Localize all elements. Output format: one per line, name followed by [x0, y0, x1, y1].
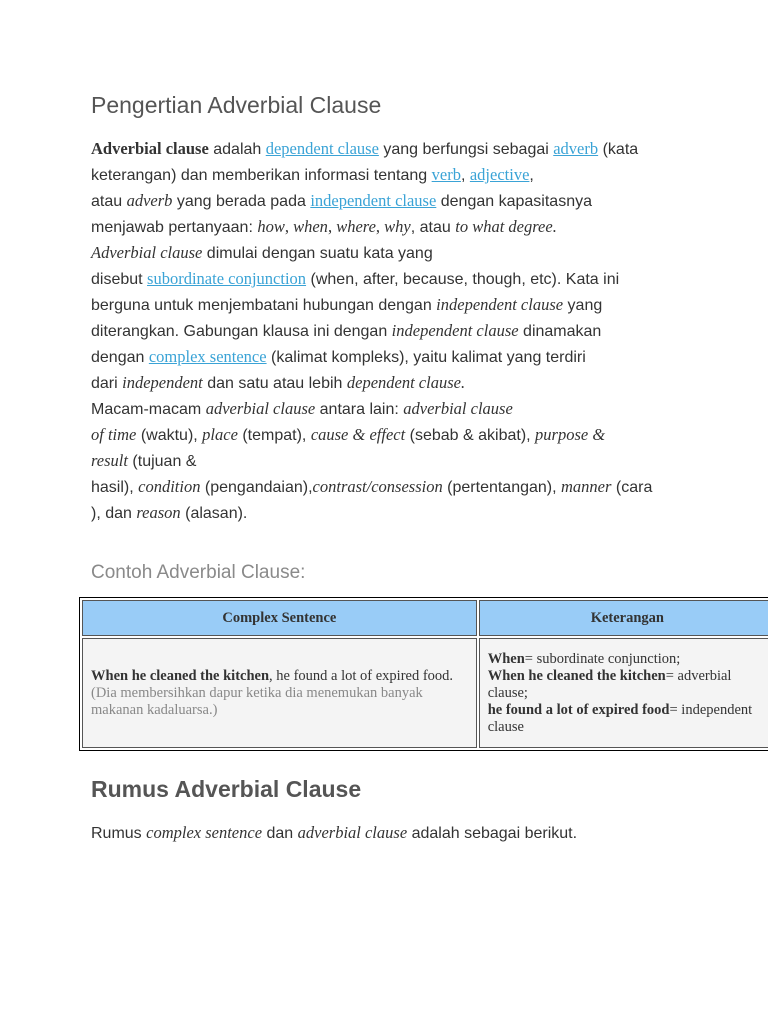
- para-line-1: Adverbial clause adalah dependent clause yang berfungsi sebagai adverb (kata: [91, 139, 639, 158]
- link-subordinate-conjunction[interactable]: subordinate conjunction: [147, 269, 307, 288]
- para-line-4: menjawab pertanyaan: how, when, where, why, atau to what degree.: [91, 217, 557, 236]
- section-title-rumus: Rumus Adverbial Clause: [91, 776, 362, 802]
- para-line-7: berguna untuk menjembatani hubungan dengan independent clause yang: [91, 295, 603, 314]
- para-line-9: dengan complex sentence (kalimat kompleks), yaitu kalimat yang terdiri: [91, 347, 586, 366]
- table-cell-sentence: When he cleaned the kitchen, he found a lot of expired food. (Dia membersihkan dapur ketika dia menemukan banyak makanan kadaluarsa.): [82, 638, 477, 748]
- table-cell-keterangan: When= subordinate conjunction; When he cleaned the kitchen= adverbial clause; he found a lot of expired food= independent clause: [479, 638, 768, 748]
- link-complex-sentence[interactable]: complex sentence: [148, 347, 267, 366]
- para-line-11: Macam-macam adverbial clause antara lain: adverbial clause: [91, 399, 513, 418]
- link-adjective[interactable]: adjective: [469, 165, 530, 184]
- para-line-10: dari independent dan satu atau lebih dependent clause.: [91, 373, 466, 392]
- para-line-8: diterangkan. Gabungan klausa ini dengan independent clause dinamakan: [91, 321, 602, 340]
- link-verb[interactable]: verb: [431, 165, 461, 184]
- section-subheading: Contoh Adverbial Clause:: [91, 562, 306, 583]
- table-header-complex-sentence: Complex Sentence: [82, 600, 477, 636]
- para-line-2: keterangan) dan memberikan informasi tentang verb, adjective,: [91, 165, 534, 184]
- link-dependent-clause[interactable]: dependent clause: [265, 139, 379, 158]
- link-adverb[interactable]: adverb: [553, 139, 599, 158]
- para-line-12: of time (waktu), place (tempat), cause & effect (sebab & akibat), purpose &: [91, 425, 606, 444]
- intro-paragraph: [91, 136, 691, 526]
- para-line-13: result (tujuan &: [91, 451, 197, 470]
- para-line-3: atau adverb yang berada pada independent clause dengan kapasitasnya: [91, 191, 592, 210]
- translation-text: (Dia membersihkan dapur ketika dia menemukan banyak makanan kadaluarsa.): [91, 684, 423, 718]
- para-line-5: Adverbial clause dimulai dengan suatu kata yang: [91, 243, 433, 262]
- para-line-6: disebut subordinate conjunction (when, after, because, though, etc). Kata ini: [91, 269, 620, 288]
- para-line-14: hasil), condition (pengandaian),contrast/consession (pertentangan), manner (cara: [91, 477, 653, 496]
- link-independent-clause[interactable]: independent clause: [310, 191, 437, 210]
- example-table: [79, 597, 768, 751]
- rumus-paragraph: Rumus complex sentence dan adverbial clause adalah sebagai berikut.: [91, 823, 578, 842]
- para-line-15: ), dan reason (alasan).: [91, 503, 248, 522]
- page-title: Pengertian Adverbial Clause: [91, 92, 382, 118]
- example-table-wrapper: [79, 597, 768, 751]
- table-row: [82, 638, 768, 748]
- table-header-keterangan: Keterangan: [479, 600, 768, 636]
- table-header-row: [82, 600, 768, 636]
